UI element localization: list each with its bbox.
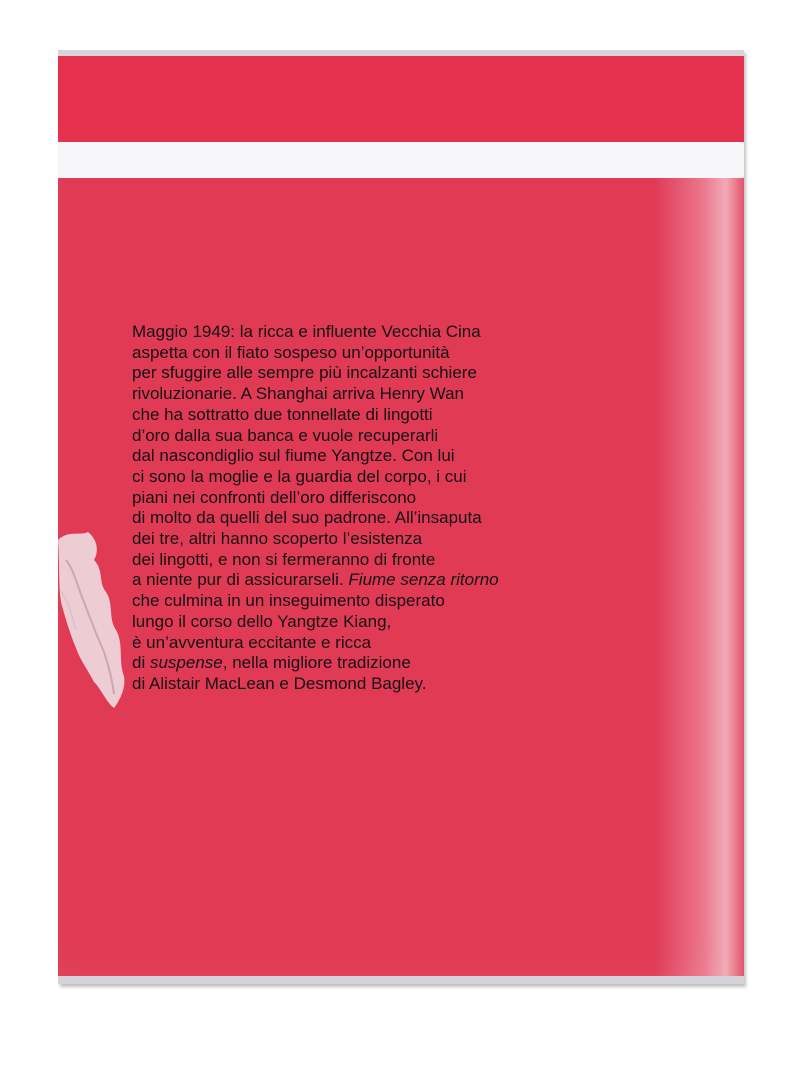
light-glare <box>654 178 744 978</box>
blurb-line-text: a niente pur di assicurarseli. <box>132 570 344 590</box>
blurb-line: per sfuggire alle sempre più incalzanti schiere <box>132 363 477 383</box>
blurb-line: lungo il corso dello Yangtze Kiang, <box>132 611 392 631</box>
white-stripe <box>58 142 744 178</box>
blurb-line: rivoluzionarie. A Shanghai arriva Henry Wan <box>132 384 464 404</box>
torn-paper-damage <box>58 530 126 710</box>
book-title-italic: Fiume senza ritorno <box>348 570 499 590</box>
blurb-line-suspense <box>132 653 652 674</box>
blurb-last-line: di Alistair MacLean e Desmond Bagley. <box>132 673 427 693</box>
blurb-line: è un’avventura eccitante e ricca <box>132 632 372 652</box>
blurb-line: d’oro dalla sua banca e vuole recuperarli <box>132 425 439 445</box>
top-red-band <box>58 56 744 142</box>
blurb-line: che ha sottratto due tonnellate di lingotti <box>132 404 433 424</box>
suspense-word-italic: suspense <box>149 653 223 673</box>
blurb-line: di molto da quelli del suo padrone. All’insaputa <box>132 508 482 528</box>
blurb-text <box>132 322 652 695</box>
blurb-line: che culmina in un inseguimento disperato <box>132 591 445 611</box>
blurb-line: aspetta con il fiato sospeso un’opportunità <box>132 342 450 362</box>
blurb-line: piani nei confronti dell’oro differiscono <box>132 487 417 507</box>
blurb-line: Maggio 1949: la ricca e influente Vecchia Cina <box>132 322 481 341</box>
blurb-line: dei lingotti, e non si fermeranno di fronte <box>132 549 436 569</box>
suspense-prefix: di <box>132 653 146 673</box>
blurb-line: ci sono la moglie e la guardia del corpo, i cui <box>132 466 467 486</box>
blurb-line-with-title <box>132 570 652 591</box>
suspense-suffix: , nella migliore tradizione <box>222 653 411 673</box>
cover-bottom-edge <box>58 976 744 984</box>
book-back-cover <box>58 50 744 984</box>
blurb-line: dal nascondiglio sul fiume Yangtze. Con lui <box>132 446 455 466</box>
blurb-line: dei tre, altri hanno scoperto l’esistenza <box>132 529 423 549</box>
